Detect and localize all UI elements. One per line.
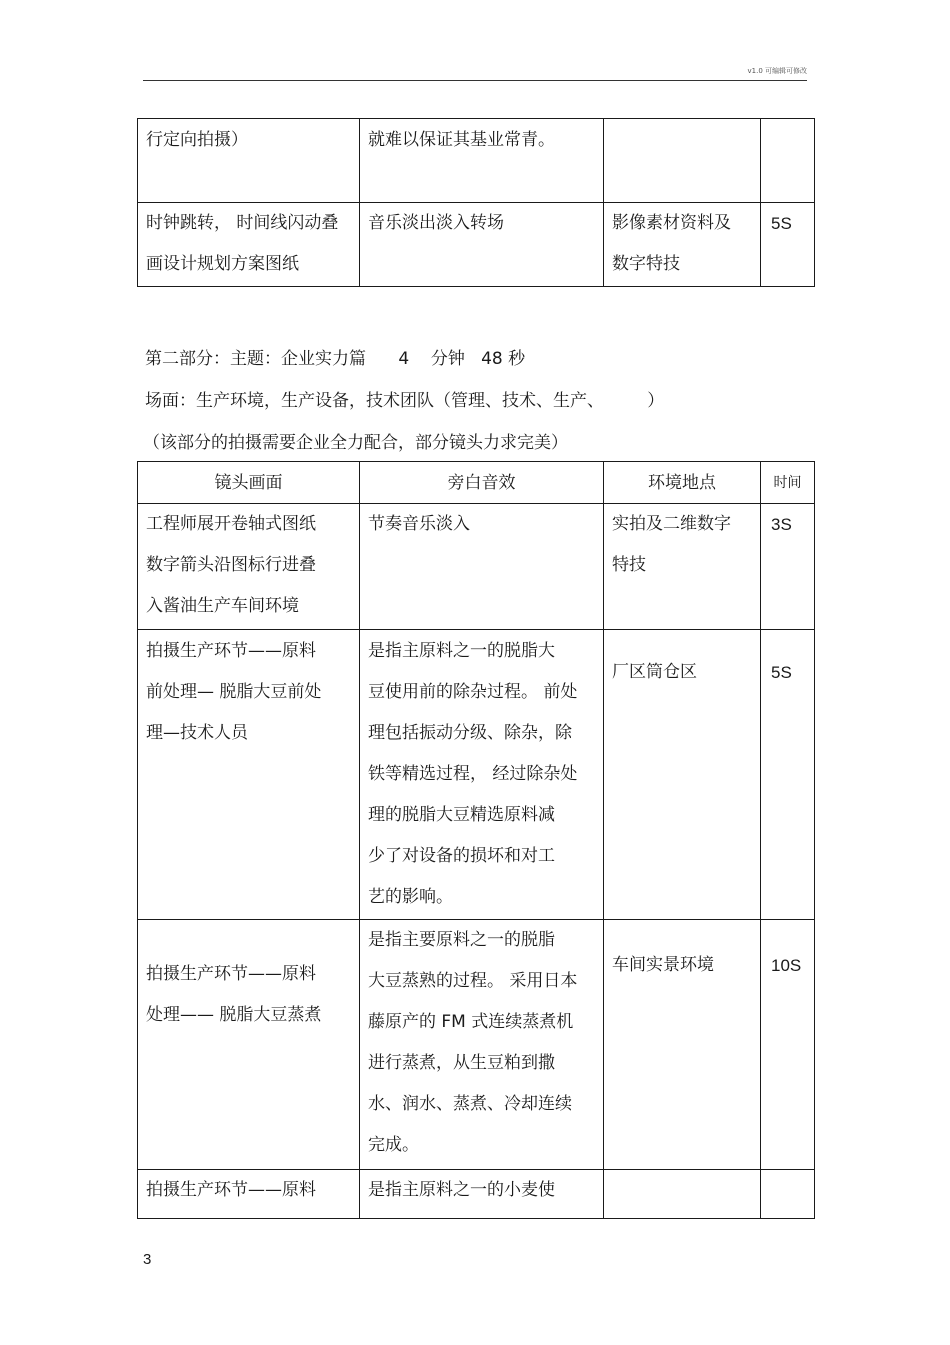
location-cell: 厂区筒仓区 xyxy=(604,630,761,920)
shot-cell: 时钟跳转， 时间线闪动叠 画设计规划方案图纸 xyxy=(138,203,360,287)
section-scene: 场面：生产环境，生产设备，技术团队（管理、技术、生产、 ） xyxy=(145,391,665,411)
time-cell: 3S xyxy=(761,504,815,630)
narration-cell: 是指主要原料之一的脱脂 大豆蒸熟的过程。 采用日本 藤原产的 FM 式连续蒸煮机 进行蒸煮，从生豆粕到撒 水、润水、蒸煮、冷却连续 完成。 xyxy=(360,920,604,1170)
section-title: 第二部分：主题：企业实力篇 4 分钟 48 秒 xyxy=(145,349,526,369)
time-cell xyxy=(761,119,815,203)
header-shot: 镜头画面 xyxy=(138,462,360,504)
table-row xyxy=(138,203,815,287)
shot-cell: 拍摄生产环节——原料 前处理— 脱脂大豆前处 理—技术人员 xyxy=(138,630,360,920)
location-cell: 车间实景环境 xyxy=(604,920,761,1170)
time-cell: 5S xyxy=(761,203,815,287)
header-version-note: v1.0 可编辑可修改 xyxy=(747,67,807,75)
location-cell: 实拍及二维数字 特技 xyxy=(604,504,761,630)
table-row xyxy=(138,1170,815,1219)
location-cell xyxy=(604,119,761,203)
script-table-part2 xyxy=(137,461,815,1219)
table-row xyxy=(138,920,815,1170)
location-cell xyxy=(604,1170,761,1219)
time-cell: 5S xyxy=(761,630,815,920)
time-cell: 10S xyxy=(761,920,815,1170)
shot-cell: 拍摄生产环节——原料 xyxy=(138,1170,360,1219)
location-cell: 影像素材资料及 数字特技 xyxy=(604,203,761,287)
page-number: 3 xyxy=(143,1251,152,1268)
narration-cell: 音乐淡出淡入转场 xyxy=(360,203,604,287)
table-row xyxy=(138,504,815,630)
header-location: 环境地点 xyxy=(604,462,761,504)
section-note: （该部分的拍摄需要企业全力配合，部分镜头力求完美） xyxy=(143,433,568,453)
table-header-row xyxy=(138,462,815,504)
shot-cell: 工程师展开卷轴式图纸 数字箭头沿图标行进叠 入酱油生产车间环境 xyxy=(138,504,360,630)
narration-cell: 节奏音乐淡入 xyxy=(360,504,604,630)
table-row xyxy=(138,119,815,203)
narration-cell: 就难以保证其基业常青。 xyxy=(360,119,604,203)
shot-cell: 拍摄生产环节——原料 处理—— 脱脂大豆蒸煮 xyxy=(138,920,360,1170)
header-time: 时间 xyxy=(761,462,815,504)
time-cell xyxy=(761,1170,815,1219)
script-table-part1-continued xyxy=(137,118,815,287)
narration-cell: 是指主原料之一的脱脂大 豆使用前的除杂过程。 前处 理包括振动分级、除杂，除 铁等精选过程， 经过除杂处 理的脱脂大豆精选原料减 少了对设备的损坏和对工 艺的影响。 xyxy=(360,630,604,920)
table-row xyxy=(138,630,815,920)
narration-cell: 是指主原料之一的小麦使 xyxy=(360,1170,604,1219)
header-narration: 旁白音效 xyxy=(360,462,604,504)
header-rule xyxy=(143,80,807,81)
shot-cell: 行定向拍摄） xyxy=(138,119,360,203)
